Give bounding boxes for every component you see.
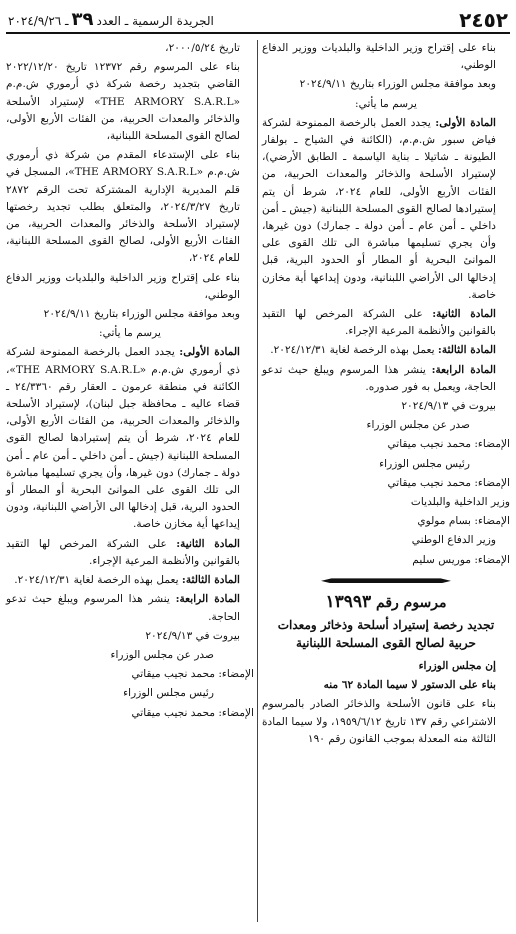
page-header [6,8,510,34]
title-pm: رئيس مجلس الوزراء [379,457,470,470]
article-4-text: ينشر هذا المرسوم ويبلغ حيث تدعو الحاجة، ويعمل به فور صدوره. [262,363,496,393]
signature-pm-1: الإمضاء: محمد نجيب ميقاتي [387,438,510,451]
issue-number: ٣٩ [71,9,94,30]
article-3-text: يعمل بهذه الرخصة لغاية ٢٠٢٤/١٢/٣١. [14,574,179,587]
title-interior-minister: وزير الداخلية والبلديات [410,496,510,509]
article-1-label: المادة الأولى: [179,346,240,359]
article-3 [6,572,254,589]
article-2-text: على الشركة المرخص لها التقيد بالقوانين والأنظمة المرعية الإجراء. [262,308,496,338]
decrees-heading: يرسم ما يأتي: [355,97,417,110]
signature-pm-2: الإمضاء: محمد نجيب ميقاتي [387,476,510,489]
column-divider [257,40,258,922]
left-column [6,40,254,724]
article-1-label: المادة الأولى: [435,116,496,129]
proposal-clause: بناء على إقتراح وزير الداخلية والبلديات ووزير الدفاع الوطني، [6,271,240,301]
article-2 [6,536,254,570]
right-column [262,40,510,750]
continued-date: تاريخ ٢٠٠٠/٥/٢٤، [165,42,240,54]
signature-pm-1: الإمضاء: محمد نجيب ميقاتي [131,668,254,681]
constitution-basis: بناء على الدستور لا سيما المادة ٦٢ منه [323,679,496,692]
law-basis: بناء على قانون الأسلحة والذخائر الصادر بالمرسوم الاشتراعي رقم ١٣٧ تاريخ ١٩٥٩/٦/١٢، ولا سيما المادة الثالثة منه المعدلة بموجب القانون رقم ١٩٠ [262,698,496,745]
article-4-label: المادة الرابعة: [175,593,241,606]
decree-label: مرسوم رقم [376,594,447,611]
decrees-heading: يرسم ما يأتي: [99,327,161,340]
divider-bar [321,578,451,583]
article-1-text: يجدد العمل بالرخصة الممنوحة لشركة ذي أرموري ش.م.م «THE ARMORY S.A.R.L»، الكائنة في منطقة عرمون ـ العقار رقم ٢٤/٣٣٦٠ ـ قضاء عاليه ـ محافظة جبل لبنان)، لإستيراد الأسلحة والذخائر والمعدات الحربية، من الفئات الأربع الأولى، للعام ٢٠٢٤، شرط أن يتم إستيرادها لصالح القوى المسلحة اللبنانية (جيش ـ أمن داخلي ـ أمن عام ـ أمن دولة ـ جمارك) دون غيرها، وأن يجري تسليمها مباشرة الى تلك القوى على الموانئ البحرية أو المطار أو الحدود البرية، قبل إدخالها الى الأراضي اللبنانية، ودون إيداعها أية مخازن خاصة. [6,346,240,531]
previous-decree-basis: بناء على المرسوم رقم ١٢٣٧٢ تاريخ ٢٠٢٢/١٢/٢٠ القاضي بتجديد رخصة شركة ذي أرموري ش.م.م «THE ARMORY S.A.R.L» لإستيراد الأسلحة والذخائر والمعدات الحربية، من الفئات الأربع الأولى، لصالح القوى المسلحة اللبنانية، [6,61,240,143]
journal-title: الجريدة الرسمية ـ العدد [96,14,214,28]
article-2-label: المادة الثانية: [432,308,496,321]
article-1 [6,344,254,533]
page-number: ٢٤٥٢ [459,8,508,32]
article-3-text: يعمل بهذه الرخصة لغاية ٢٠٢٤/١٢/٣١. [270,344,435,357]
issued-by: صدر عن مجلس الوزراء [366,419,470,432]
decree-subject: تجديد رخصة إستيراد أسلحة وذخائر ومعدات حربية لصالح القوى المسلحة اللبنانية [277,617,495,650]
article-4-label: المادة الرابعة: [431,363,497,376]
article-1 [262,115,510,304]
article-4 [6,591,254,625]
signature-pm-2: الإمضاء: محمد نجيب ميقاتي [131,706,254,719]
proposal-clause: بناء على إقتراح وزير الداخلية والبلديات ووزير الدفاع الوطني، [262,42,496,72]
article-4-text: ينشر هذا المرسوم ويبلغ حيث تدعو الحاجة. [6,593,240,623]
council-heading: إن مجلس الوزراء [418,659,496,672]
approval-clause: وبعد موافقة مجلس الوزراء بتاريخ ٢٠٢٤/٩/١١ [299,78,496,91]
article-3-label: المادة الثالثة: [181,574,240,587]
article-2 [262,306,510,340]
place-date: بيروت في ٢٠٢٤/٩/١٣ [145,629,240,642]
title-pm: رئيس مجلس الوزراء [123,687,214,700]
section-divider-ornament [262,573,510,589]
article-4 [262,362,510,396]
approval-clause: وبعد موافقة مجلس الوزراء بتاريخ ٢٠٢٤/٩/١١ [43,308,240,321]
signature-defense-minister: الإمضاء: موريس سليم [412,553,510,566]
article-2-label: المادة الثانية: [176,537,240,550]
decree-title [262,593,510,612]
application-basis: بناء على الإستدعاء المقدم من شركة ذي أرموري ش.م.م «THE ARMORY S.A.R.L»، المسجل في قلم المديرية الإدارية المشتركة تحت الرقم ٢٨٧٢ تاريخ ٢٠٢٤/٣/٢٧، والمتعلق بطلب تجديد رخصتها لإستيراد الأسلحة والذخائر والمعدات الحربية، من الفئات الأربع الأولى، لصالح القوى المسلحة اللبنانية، للعام ٢٠٢٤، [6,149,241,265]
article-2-text: على الشركة المرخص لها التقيد بالقوانين والأنظمة المرعية الإجراء. [6,537,240,567]
article-1-text: يجدد العمل بالرخصة الممنوحة لشركة فياض سبور ش.م.م، (الكائنة في الشياح ـ بولفار الطيونة ـ شاتيلا ـ بناية الياسمة ـ الطابق الأرضي)، لإستيراد الأسلحة والذخائر والمعدات الحربية، من الفئات الأربع الأولى، للعام ٢٠٢٤، شرط أن يتم إستيرادها لصالح القوى المسلحة اللبنانية (جيش ـ أمن داخلي ـ أمن عام ـ أمن دولة ـ جمارك) دون غيرها، وأن يجري تسليمها مباشرة الى تلك القوى على الموانئ البحرية أو المطار أو الحدود البرية، قبل إدخالها الى الأراضي اللبنانية، ودون إيداعها أية مخازن خاصة. [262,116,497,301]
title-defense-minister: وزير الدفاع الوطني [411,534,496,547]
article-3 [262,342,510,359]
signature-interior-minister: الإمضاء: بسام مولوي [417,515,510,528]
decree-number: ١٣٩٩٣ [325,591,372,612]
issued-by: صدر عن مجلس الوزراء [110,648,214,661]
running-title [8,10,214,31]
issue-date: ـ ٢٠٢٤/٩/٢٦ [8,14,69,28]
place-date: بيروت في ٢٠٢٤/٩/١٣ [401,400,496,413]
article-3-label: المادة الثالثة: [437,344,496,357]
